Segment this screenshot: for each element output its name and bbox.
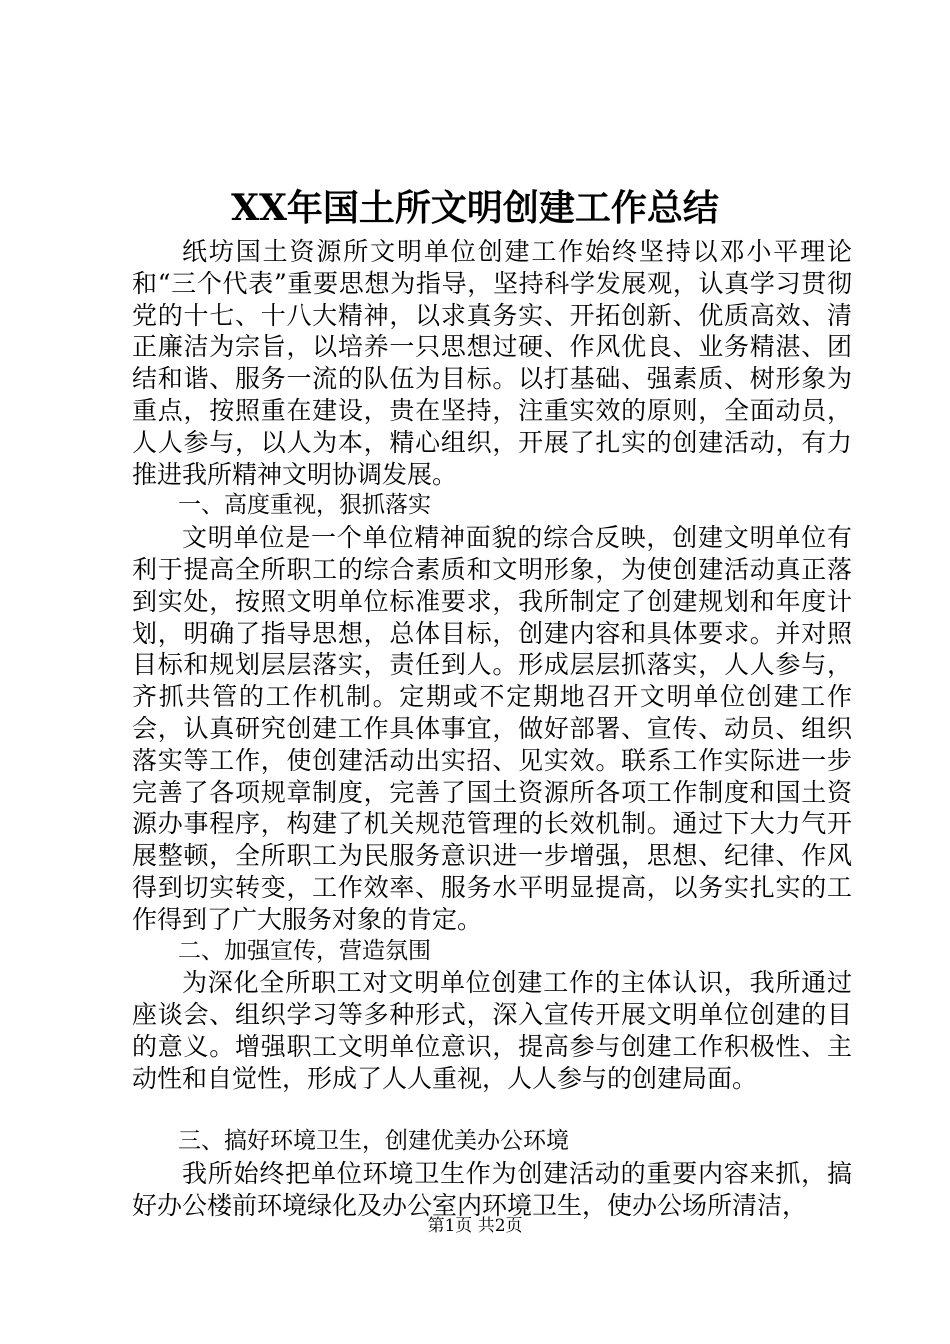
section-heading-1: 一、高度重视，狠抓落实	[178, 492, 431, 519]
paragraph-spacer	[132, 1095, 852, 1127]
section-paragraph-2: 为深化全所职工对文明单位创建工作的主体认识，我所通过座谈会、组织学习等多种形式，深入宣传开展文明单位创建的目的意义。增强职工文明单位意识，提高参与创建工作积极性、主动性和自觉性，形成了人人重视，人人参与的创建局面。	[132, 968, 852, 1093]
section-paragraph-3: 我所始终把单位环境卫生作为创建活动的重要内容来抓，搞好办公楼前环境绿化及办公室内环境卫生，使办公场所清洁，	[132, 1159, 852, 1220]
section-paragraph-1: 文明单位是一个单位精神面貌的综合反映，创建文明单位有利于提高全所职工的综合素质和文明形象，为使创建活动真正落到实处，按照文明单位标准要求，我所制定了创建规划和年度计划，明确了指导思想，总体目标，创建内容和具体要求。并对照目标和规划层层落实，责任到人。形成层层抓落实，人人参与，齐抓共管的工作机制。定期或不定期地召开文明单位创建工作会，认真研究创建工作具体事宜，做好部署、宣传、动员、组织落实等工作，使创建活动出实招、见实效。联系工作实际进一步完善了各项规章制度，完善了国土资源所各项工作制度和国土资源办事程序，构建了机关规范管理的长效机制。通过下大力气开展整顿，全所职工为民服务意识进一步增强，思想、纪律、作风得到切实转变，工作效率、服务水平明显提高，以务实扎实的工作得到了广大服务对象的肯定。	[132, 523, 852, 934]
section-heading-2: 二、加强宣传，营造氛围	[178, 937, 431, 964]
document-body	[132, 236, 852, 1222]
section-heading-3: 三、搞好环境卫生，创建优美办公环境	[178, 1128, 569, 1155]
document-title: XX年国土所文明创建工作总结	[231, 187, 719, 229]
page-footer: 第1页 共2页	[427, 1216, 523, 1236]
intro-paragraph: 纸坊国土资源所文明单位创建工作始终坚持以邓小平理论和“三个代表”重要思想为指导，坚持科学发展观，认真学习贯彻党的十七、十八大精神，以求真务实、开拓创新、优质高效、清正廉洁为宗旨，以培养一只思想过硬、作风优良、业务精湛、团结和谐、服务一流的队伍为目标。以打基础、强素质、树形象为重点，按照重在建设，贵在坚持，注重实效的原则，全面动员，人人参与，以人为本，精心组织，开展了扎实的创建活动，有力推进我所精神文明协调发展。	[132, 237, 852, 489]
